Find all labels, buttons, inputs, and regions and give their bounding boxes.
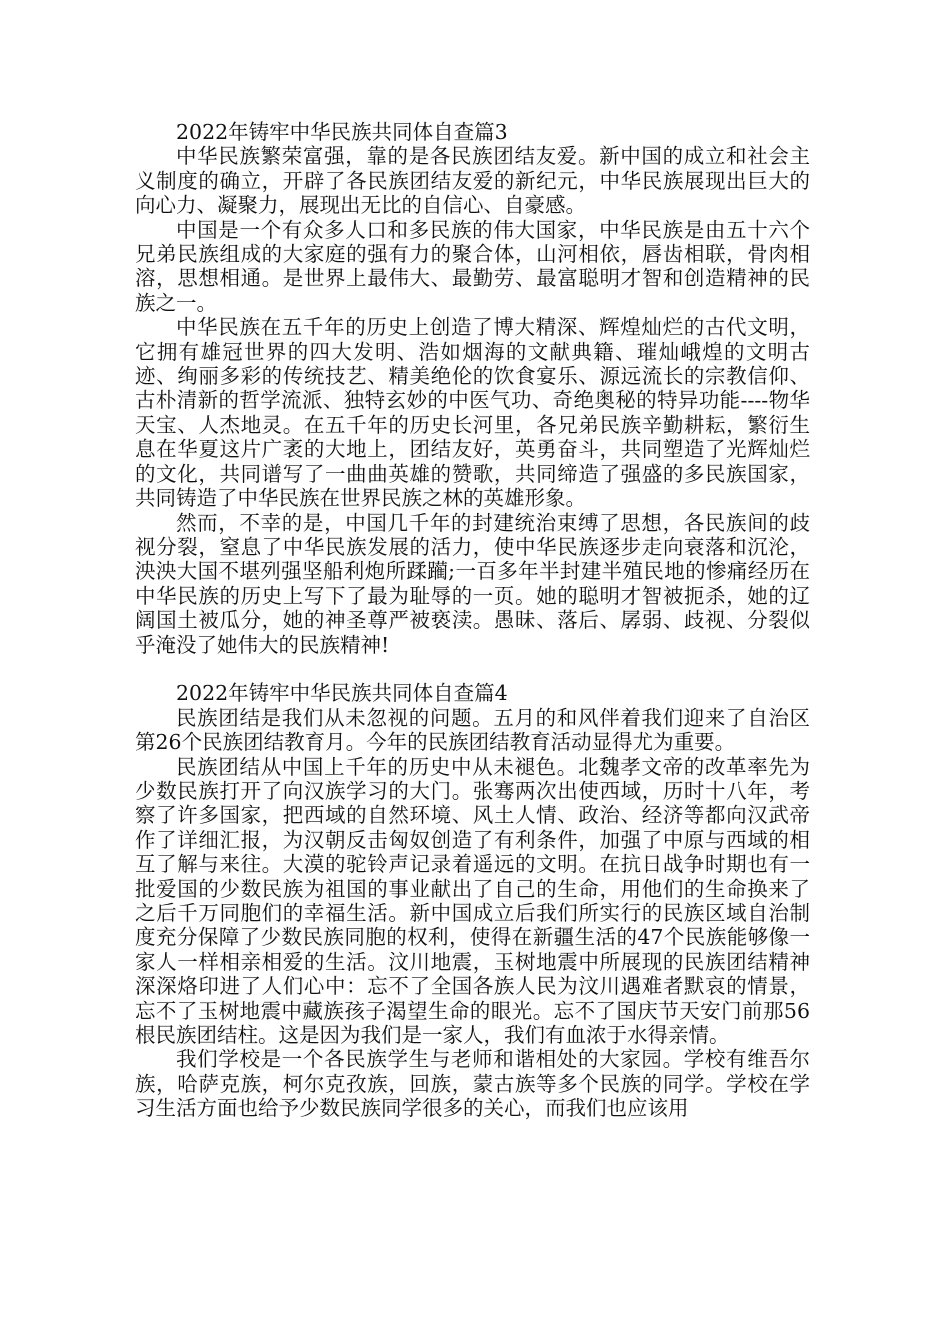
section-title: 2022年铸牢中华民族共同体自查篇4 [176, 681, 508, 706]
document-page [135, 120, 810, 1121]
paragraph: 中国是一个有众多人口和多民族的伟大国家，中华民族是由五十六个兄弟民族组成的大家庭的强有力的聚合体，山河相依，唇齿相联，骨肉相溶，思想相通。是世界上最伟大、最勤劳、最富聪明才智和创造精神的民族之一。 [135, 217, 810, 315]
paragraph: 民族团结从中国上千年的历史中从未褪色。北魏孝文帝的改革率先为少数民族打开了向汉族学习的大门。张骞两次出使西域，历时十八年，考察了许多国家，把西域的自然环境、风土人情、政治、经济等都向汉武帝作了详细汇报，为汉朝反击匈奴创造了有利条件，加强了中原与西域的相互了解与来往。大漠的驼铃声记录着遥远的文明。在抗日战争时期也有一批爱国的少数民族为祖国的事业献出了自己的生命，用他们的生命换来了之后千万同胞们的幸福生活。新中国成立后我们所实行的民族区域自治制度充分保障了少数民族同胞的权利，使得在新疆生活的47个民族能够像一家人一样相亲相爱的生活。汶川地震，玉树地震中所展现的民族团结精神深深烙印进了人们心中：忘不了全国各族人民为汶川遇难者默哀的情景，忘不了玉树地震中藏族孩子渴望生命的眼光。忘不了国庆节天安门前那56根民族团结柱。这是因为我们是一家人，我们有血浓于水得亲情。 [135, 754, 810, 1048]
section-spacer [135, 657, 810, 681]
paragraph: 中华民族繁荣富强，靠的是各民族团结友爱。新中国的成立和社会主义制度的确立，开辟了各民族团结友爱的新纪元，中华民族展现出巨大的向心力、凝聚力，展现出无比的自信心、自豪感。 [135, 144, 810, 218]
paragraph: 民族团结是我们从未忽视的问题。五月的和风伴着我们迎来了自治区第26个民族团结教育月。今年的民族团结教育活动显得尤为重要。 [135, 705, 810, 755]
section-part-3 [135, 120, 810, 657]
paragraph: 我们学校是一个各民族学生与老师和谐相处的大家园。学校有维吾尔族，哈萨克族，柯尔克孜族，回族，蒙古族等多个民族的同学。学校在学习生活方面也给予少数民族同学很多的关心，而我们也应该用 [135, 1047, 810, 1121]
paragraph: 中华民族在五千年的历史上创造了博大精深、辉煌灿烂的古代文明，它拥有雄冠世界的四大发明、浩如烟海的文献典籍、璀灿峨煌的文明古迹、绚丽多彩的传统技艺、精美绝伦的饮食宴乐、源远流长的宗教信仰、古朴清新的哲学流派、独特玄妙的中医气功、奇绝奥秘的特异功能----物华天宝、人杰地灵。在五千年的历史长河里，各兄弟民族辛勤耕耘，繁衍生息在华夏这片广袤的大地上，团结友好，英勇奋斗，共同塑造了光辉灿烂的文化，共同谱写了一曲曲英雄的赞歌，共同缔造了强盛的多民族国家，共同铸造了中华民族在世界民族之林的英雄形象。 [135, 315, 810, 511]
paragraph: 然而，不幸的是，中国几千年的封建统治束缚了思想，各民族间的歧视分裂，窒息了中华民族发展的活力，使中华民族逐步走向衰落和沉沦，泱泱大国不堪列强坚船利炮所蹂躏;一百多年半封建半殖民地的惨痛经历在中华民族的历史上写下了最为耻辱的一页。她的聪明才智被扼杀，她的辽阔国土被瓜分，她的神圣尊严被亵渎。愚昧、落后、孱弱、歧视、分裂似乎淹没了她伟大的民族精神! [135, 510, 810, 657]
section-title: 2022年铸牢中华民族共同体自查篇3 [176, 120, 508, 144]
section-part-4 [135, 681, 810, 1120]
